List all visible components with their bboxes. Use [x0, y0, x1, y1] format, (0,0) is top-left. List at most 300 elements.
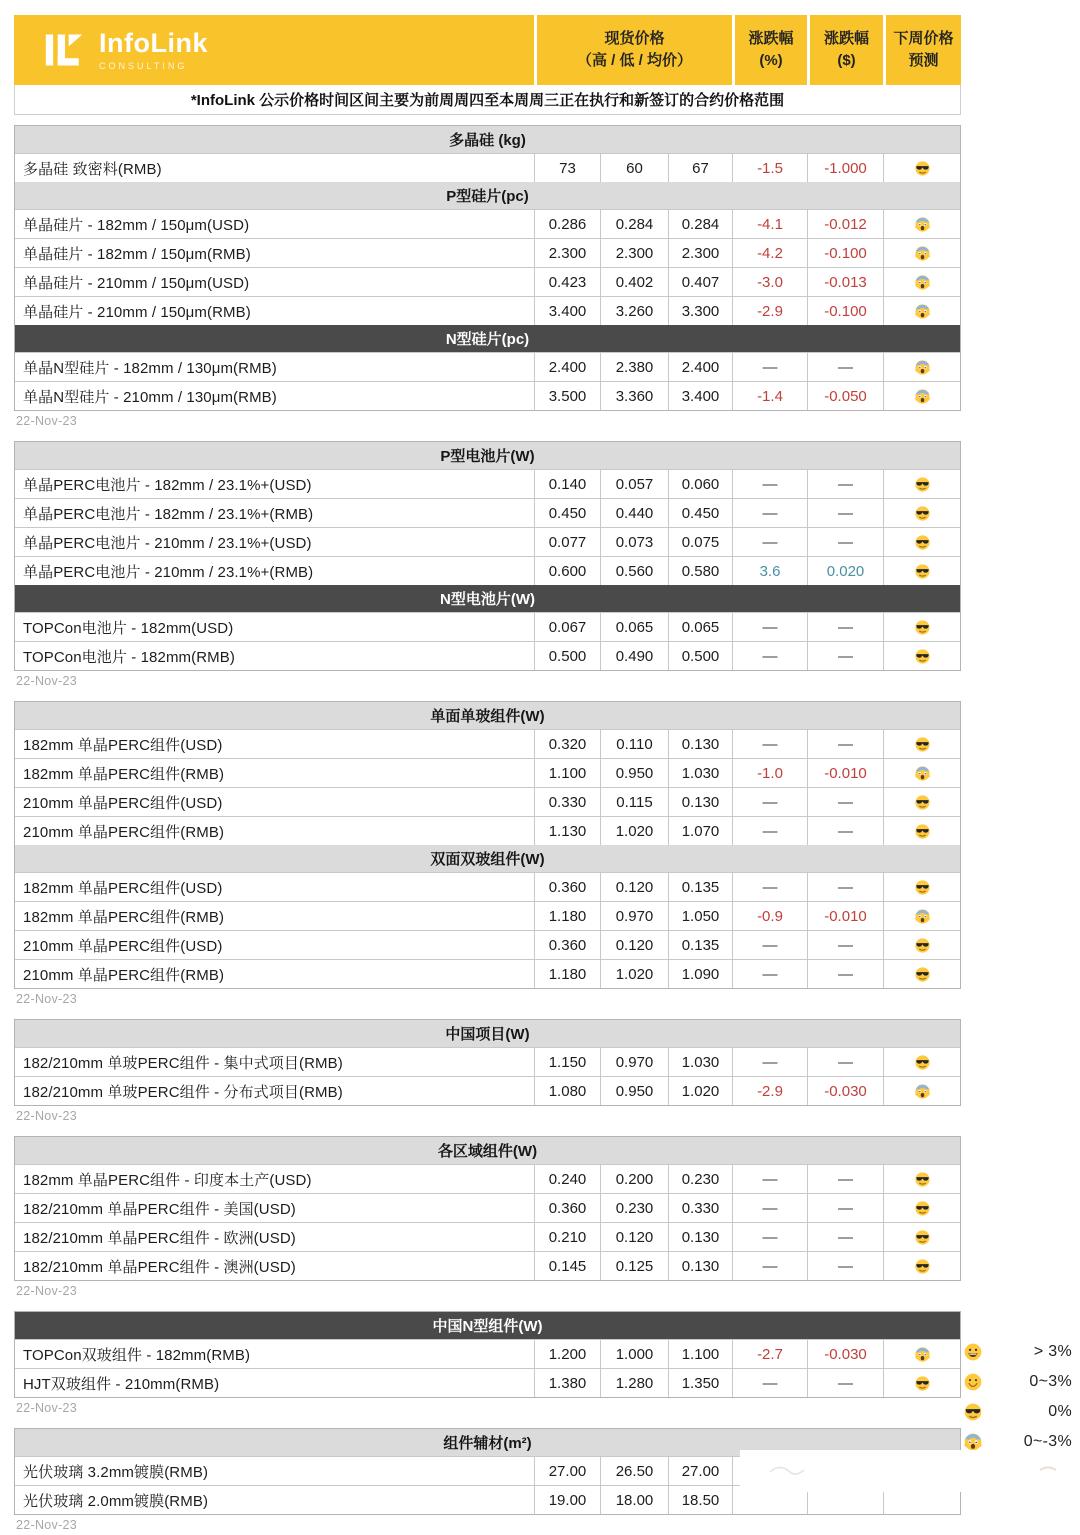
high-price: 27.00 [534, 1457, 600, 1485]
sunglasses-emoji-icon [914, 823, 931, 840]
high-price: 1.130 [534, 817, 600, 845]
scream-legend-icon [962, 1432, 984, 1452]
section-header: N型电池片(W) [15, 585, 960, 612]
row-label: 182/210mm 单晶PERC组件 - 澳洲(USD) [23, 1258, 296, 1276]
change-usd: — [807, 499, 883, 527]
high-price: 0.140 [534, 470, 600, 498]
change-pct: — [732, 873, 807, 901]
high-price: 19.00 [534, 1486, 600, 1514]
avg-price: 0.060 [668, 470, 732, 498]
avg-price: 0.130 [668, 1223, 732, 1251]
low-price: 0.950 [600, 1077, 668, 1105]
high-price: 0.320 [534, 730, 600, 758]
avg-price: 0.230 [668, 1165, 732, 1193]
change-usd: — [807, 613, 883, 641]
col-header-change-pct [732, 15, 807, 85]
sunglasses-emoji-icon [914, 879, 931, 896]
avg-price: 2.300 [668, 239, 732, 267]
high-price: 0.423 [534, 268, 600, 296]
low-price: 0.073 [600, 528, 668, 556]
table-row [15, 1339, 960, 1368]
forecast-title: 下周价格 [893, 30, 954, 48]
section-header: 中国项目(W) [15, 1020, 960, 1047]
low-price: 0.970 [600, 1048, 668, 1076]
sunglasses-emoji-icon [914, 966, 931, 983]
change-usd: -0.030 [807, 1340, 883, 1368]
scream-emoji-icon [963, 1432, 983, 1452]
forecast-cell [883, 154, 960, 182]
sunglasses-legend-icon [962, 1402, 984, 1422]
low-price: 0.230 [600, 1194, 668, 1222]
high-price: 1.180 [534, 960, 600, 988]
sunglasses-emoji-icon [914, 1171, 931, 1188]
avg-price: 2.400 [668, 353, 732, 381]
avg-price: 0.450 [668, 499, 732, 527]
change-usd: — [807, 817, 883, 845]
brand-subtitle: CONSULTING [99, 60, 188, 71]
forecast-cell [883, 1252, 960, 1280]
col-header-spot-price [534, 15, 732, 85]
forecast-cell [883, 1165, 960, 1193]
change-usd: -0.013 [807, 268, 883, 296]
avg-price: 1.350 [668, 1369, 732, 1397]
change-usd: — [807, 528, 883, 556]
forecast-cell [883, 1369, 960, 1397]
row-label: 182mm 单晶PERC组件(RMB) [23, 908, 225, 926]
avg-price: 0.130 [668, 730, 732, 758]
price-date: 22-Nov-23 [16, 1401, 78, 1415]
change-pct: — [732, 1165, 807, 1193]
row-label: 182mm 单晶PERC组件 - 印度本土产(USD) [23, 1171, 312, 1189]
avg-price: 1.020 [668, 1077, 732, 1105]
row-label: 光伏玻璃 3.2mm镀膜(RMB) [23, 1463, 209, 1481]
high-price: 1.080 [534, 1077, 600, 1105]
low-price: 0.120 [600, 873, 668, 901]
avg-price: 1.030 [668, 759, 732, 787]
high-price: 0.330 [534, 788, 600, 816]
table-row [15, 872, 960, 901]
sunglasses-emoji-icon [914, 619, 931, 636]
change-usd: -0.100 [807, 239, 883, 267]
avg-price: 0.580 [668, 557, 732, 585]
table-row [15, 267, 960, 296]
low-price: 0.560 [600, 557, 668, 585]
change-pct: -4.2 [732, 239, 807, 267]
table-row [15, 641, 960, 670]
spot-price-sub: （高 / 低 / 均价） [576, 52, 692, 69]
forecast-cell [883, 759, 960, 787]
low-price: 0.284 [600, 210, 668, 238]
low-price: 18.00 [600, 1486, 668, 1514]
change-pct: -1.5 [732, 154, 807, 182]
low-price: 60 [600, 154, 668, 182]
price-date: 22-Nov-23 [16, 1518, 78, 1532]
change-pct: -1.0 [732, 759, 807, 787]
table-row [15, 238, 960, 267]
scream-emoji-icon [914, 1083, 931, 1100]
sunglasses-emoji-icon [914, 648, 931, 665]
table-row [15, 296, 960, 325]
forecast-cell [883, 268, 960, 296]
change-pct-sub: (%) [759, 52, 783, 69]
change-pct: -1.4 [732, 382, 807, 410]
price-block [14, 1136, 961, 1301]
high-price: 2.400 [534, 353, 600, 381]
forecast-cell [883, 960, 960, 988]
avg-price: 0.130 [668, 1252, 732, 1280]
row-label: 182mm 单晶PERC组件(RMB) [23, 765, 225, 783]
avg-price: 1.050 [668, 902, 732, 930]
change-usd: — [807, 1048, 883, 1076]
avg-price: 18.50 [668, 1486, 732, 1514]
forecast-cell [883, 470, 960, 498]
sunglasses-emoji-icon [914, 794, 931, 811]
change-pct: — [732, 730, 807, 758]
low-price: 1.020 [600, 960, 668, 988]
sunglasses-emoji-icon [914, 1229, 931, 1246]
scream-emoji-icon [914, 274, 931, 291]
change-usd: — [807, 873, 883, 901]
avg-price: 1.030 [668, 1048, 732, 1076]
low-price: 1.280 [600, 1369, 668, 1397]
sunglasses-emoji-icon [914, 1375, 931, 1392]
low-price: 0.115 [600, 788, 668, 816]
forecast-sub: 预测 [908, 52, 939, 69]
table-header-band [14, 15, 961, 85]
low-price: 0.120 [600, 931, 668, 959]
price-table [14, 1136, 961, 1281]
change-pct: — [732, 1223, 807, 1251]
change-usd-sub: ($) [837, 52, 856, 69]
change-usd: -1.000 [807, 154, 883, 182]
price-date: 22-Nov-23 [16, 414, 78, 428]
legend-label: > 3% [1033, 1343, 1072, 1360]
avg-price: 0.065 [668, 613, 732, 641]
row-label: TOPCon双玻组件 - 182mm(RMB) [23, 1346, 251, 1364]
high-price: 0.240 [534, 1165, 600, 1193]
avg-price: 1.090 [668, 960, 732, 988]
scream-emoji-icon [914, 1346, 931, 1363]
high-price: 73 [534, 154, 600, 182]
high-price: 3.500 [534, 382, 600, 410]
row-label: 单晶硅片 - 182mm / 150μm(RMB) [23, 245, 251, 263]
avg-price: 3.400 [668, 382, 732, 410]
avg-price: 0.407 [668, 268, 732, 296]
price-date: 22-Nov-23 [16, 1109, 78, 1123]
change-pct: — [732, 817, 807, 845]
change-pct-title: 涨跌幅 [748, 30, 794, 48]
forecast-cell [883, 1223, 960, 1251]
high-price: 0.067 [534, 613, 600, 641]
forecast-cell [883, 557, 960, 585]
forecast-cell [883, 931, 960, 959]
price-block [14, 1311, 961, 1418]
smile-legend-icon [962, 1372, 984, 1392]
change-usd: — [807, 470, 883, 498]
high-price: 0.210 [534, 1223, 600, 1251]
price-date: 22-Nov-23 [16, 1284, 78, 1298]
sunglasses-emoji-icon [963, 1402, 983, 1422]
section-header: 单面单玻组件(W) [15, 702, 960, 729]
row-label: 单晶硅片 - 182mm / 150μm(USD) [23, 216, 250, 234]
change-usd: -0.100 [807, 297, 883, 325]
high-price: 0.360 [534, 1194, 600, 1222]
change-usd: -0.050 [807, 382, 883, 410]
low-price: 3.260 [600, 297, 668, 325]
faint-smudge-marks [740, 1450, 1075, 1492]
price-table [14, 1311, 961, 1398]
change-pct: — [732, 499, 807, 527]
forecast-cell [883, 788, 960, 816]
table-row [15, 209, 960, 238]
section-header: 多晶硅 (kg) [15, 126, 960, 153]
avg-price: 27.00 [668, 1457, 732, 1485]
low-price: 0.125 [600, 1252, 668, 1280]
row-label: TOPCon电池片 - 182mm(RMB) [23, 648, 235, 666]
change-usd: — [807, 1194, 883, 1222]
high-price: 0.286 [534, 210, 600, 238]
change-usd-title: 涨跌幅 [823, 30, 869, 48]
change-usd: — [807, 1223, 883, 1251]
change-usd: — [807, 1369, 883, 1397]
high-price: 0.600 [534, 557, 600, 585]
table-row [15, 556, 960, 585]
price-table-blocks [14, 115, 961, 1535]
col-header-change-usd [807, 15, 883, 85]
infolink-logo [14, 15, 534, 85]
table-row [15, 1251, 960, 1280]
high-price: 1.100 [534, 759, 600, 787]
section-header: 双面双玻组件(W) [15, 845, 960, 872]
change-pct: — [732, 613, 807, 641]
low-price: 0.950 [600, 759, 668, 787]
high-price: 0.077 [534, 528, 600, 556]
row-label: HJT双玻组件 - 210mm(RMB) [23, 1375, 220, 1393]
high-price: 3.400 [534, 297, 600, 325]
change-pct: — [732, 1252, 807, 1280]
change-pct: — [732, 931, 807, 959]
price-table [14, 701, 961, 989]
low-price: 0.402 [600, 268, 668, 296]
section-header: P型硅片(pc) [15, 182, 960, 209]
table-row [15, 1368, 960, 1397]
low-price: 0.970 [600, 902, 668, 930]
sunglasses-emoji-icon [914, 736, 931, 753]
price-table [14, 1019, 961, 1106]
table-row [15, 816, 960, 845]
sunglasses-emoji-icon [914, 1258, 931, 1275]
table-row [15, 959, 960, 988]
low-price: 0.490 [600, 642, 668, 670]
infolink-logo-text [99, 27, 208, 71]
low-price: 0.057 [600, 470, 668, 498]
row-label: 182mm 单晶PERC组件(USD) [23, 736, 223, 754]
legend-label: 0~3% [1029, 1373, 1072, 1390]
section-header: 各区域组件(W) [15, 1137, 960, 1164]
avg-price: 1.070 [668, 817, 732, 845]
forecast-cell [883, 873, 960, 901]
table-row [15, 1193, 960, 1222]
forecast-cell [883, 297, 960, 325]
change-pct: — [732, 788, 807, 816]
table-row [15, 901, 960, 930]
legend-item [962, 1337, 1072, 1367]
forecast-cell [883, 817, 960, 845]
table-row [15, 153, 960, 182]
forecast-cell [883, 1048, 960, 1076]
high-price: 1.180 [534, 902, 600, 930]
high-price: 1.380 [534, 1369, 600, 1397]
forecast-cell [883, 239, 960, 267]
brand-name: InfoLink [99, 27, 208, 58]
scream-emoji-icon [914, 245, 931, 262]
price-block [14, 441, 961, 691]
forecast-cell [883, 382, 960, 410]
forecast-cell [883, 1194, 960, 1222]
low-price: 2.300 [600, 239, 668, 267]
change-usd: — [807, 353, 883, 381]
legend-label: 0~-3% [1023, 1433, 1072, 1450]
price-period-note: *InfoLink 公示价格时间区间主要为前周周四至本周周三正在执行和新签订的合约价格范围 [14, 85, 961, 115]
low-price: 26.50 [600, 1457, 668, 1485]
scream-emoji-icon [914, 388, 931, 405]
avg-price: 0.330 [668, 1194, 732, 1222]
avg-price: 0.284 [668, 210, 732, 238]
row-label: 182mm 单晶PERC组件(USD) [23, 879, 223, 897]
table-row [15, 1076, 960, 1105]
forecast-cell [883, 1077, 960, 1105]
avg-price: 1.100 [668, 1340, 732, 1368]
forecast-cell [883, 210, 960, 238]
table-row [15, 787, 960, 816]
infolink-logo-icon [44, 31, 86, 69]
change-usd: -0.012 [807, 210, 883, 238]
high-price: 0.500 [534, 642, 600, 670]
low-price: 0.440 [600, 499, 668, 527]
change-pct: — [732, 960, 807, 988]
avg-price: 0.135 [668, 931, 732, 959]
avg-price: 3.300 [668, 297, 732, 325]
scream-emoji-icon [914, 908, 931, 925]
table-row [15, 381, 960, 410]
change-pct: -3.0 [732, 268, 807, 296]
table-row [15, 1047, 960, 1076]
forecast-cell [883, 528, 960, 556]
row-label: 单晶硅片 - 210mm / 150μm(USD) [23, 274, 250, 292]
row-label: 单晶PERC电池片 - 182mm / 23.1%+(RMB) [23, 505, 314, 523]
row-label: 210mm 单晶PERC组件(RMB) [23, 966, 225, 984]
price-table [14, 125, 961, 411]
change-pct: — [732, 1369, 807, 1397]
high-price: 0.360 [534, 873, 600, 901]
change-usd: — [807, 788, 883, 816]
row-label: 单晶PERC电池片 - 210mm / 23.1%+(RMB) [23, 563, 314, 581]
table-row [15, 758, 960, 787]
section-header: N型硅片(pc) [15, 325, 960, 352]
sunglasses-emoji-icon [914, 1054, 931, 1071]
change-pct: -2.9 [732, 297, 807, 325]
change-pct: — [732, 1194, 807, 1222]
forecast-cell [883, 1340, 960, 1368]
row-label: 单晶硅片 - 210mm / 150μm(RMB) [23, 303, 251, 321]
legend-item [962, 1397, 1072, 1427]
change-pct: — [732, 1048, 807, 1076]
row-label: 单晶PERC电池片 - 210mm / 23.1%+(USD) [23, 534, 312, 552]
change-usd: 0.020 [807, 557, 883, 585]
section-header: 组件辅材(m²) [15, 1429, 960, 1456]
low-price: 3.360 [600, 382, 668, 410]
price-date: 22-Nov-23 [16, 674, 78, 688]
scream-emoji-icon [914, 303, 931, 320]
row-label: 单晶N型硅片 - 210mm / 130μm(RMB) [23, 388, 277, 406]
change-pct: 3.6 [732, 557, 807, 585]
high-price: 0.360 [534, 931, 600, 959]
price-block [14, 1019, 961, 1126]
price-table [14, 441, 961, 671]
grin-emoji-icon [963, 1342, 983, 1362]
forecast-cell [883, 730, 960, 758]
smile-emoji-icon [963, 1372, 983, 1392]
high-price: 1.150 [534, 1048, 600, 1076]
row-label: TOPCon电池片 - 182mm(USD) [23, 619, 234, 637]
white-overlay-patch [740, 1450, 1075, 1492]
row-label: 单晶N型硅片 - 182mm / 130μm(RMB) [23, 359, 277, 377]
table-row [15, 930, 960, 959]
change-pct: — [732, 528, 807, 556]
low-price: 0.065 [600, 613, 668, 641]
scream-emoji-icon [914, 765, 931, 782]
price-date: 22-Nov-23 [16, 992, 78, 1006]
change-usd: -0.030 [807, 1077, 883, 1105]
sunglasses-emoji-icon [914, 534, 931, 551]
change-pct: -0.9 [732, 902, 807, 930]
change-pct: — [732, 642, 807, 670]
scream-emoji-icon [914, 216, 931, 233]
sunglasses-emoji-icon [914, 1200, 931, 1217]
avg-price: 67 [668, 154, 732, 182]
change-pct: — [732, 470, 807, 498]
change-usd: -0.010 [807, 759, 883, 787]
row-label: 多晶硅 致密料(RMB) [23, 160, 162, 178]
change-usd: — [807, 730, 883, 758]
sunglasses-emoji-icon [914, 476, 931, 493]
price-block [14, 701, 961, 1009]
low-price: 0.120 [600, 1223, 668, 1251]
col-header-forecast [883, 15, 961, 85]
forecast-cell [883, 613, 960, 641]
change-pct: — [732, 353, 807, 381]
change-pct: -2.7 [732, 1340, 807, 1368]
row-label: 182/210mm 单晶PERC组件 - 欧洲(USD) [23, 1229, 296, 1247]
scream-emoji-icon [914, 359, 931, 376]
sunglasses-emoji-icon [914, 937, 931, 954]
legend-item [962, 1367, 1072, 1397]
sunglasses-emoji-icon [914, 160, 931, 177]
low-price: 1.000 [600, 1340, 668, 1368]
table-row [15, 612, 960, 641]
forecast-cell [883, 642, 960, 670]
avg-price: 0.130 [668, 788, 732, 816]
legend-label: 0% [1048, 1403, 1072, 1420]
low-price: 0.110 [600, 730, 668, 758]
grin-legend-icon [962, 1342, 984, 1362]
row-label: 光伏玻璃 2.0mm镀膜(RMB) [23, 1492, 209, 1510]
section-header: 中国N型组件(W) [15, 1312, 960, 1339]
row-label: 210mm 单晶PERC组件(USD) [23, 937, 223, 955]
change-usd: — [807, 960, 883, 988]
change-pct: -2.9 [732, 1077, 807, 1105]
avg-price: 0.500 [668, 642, 732, 670]
